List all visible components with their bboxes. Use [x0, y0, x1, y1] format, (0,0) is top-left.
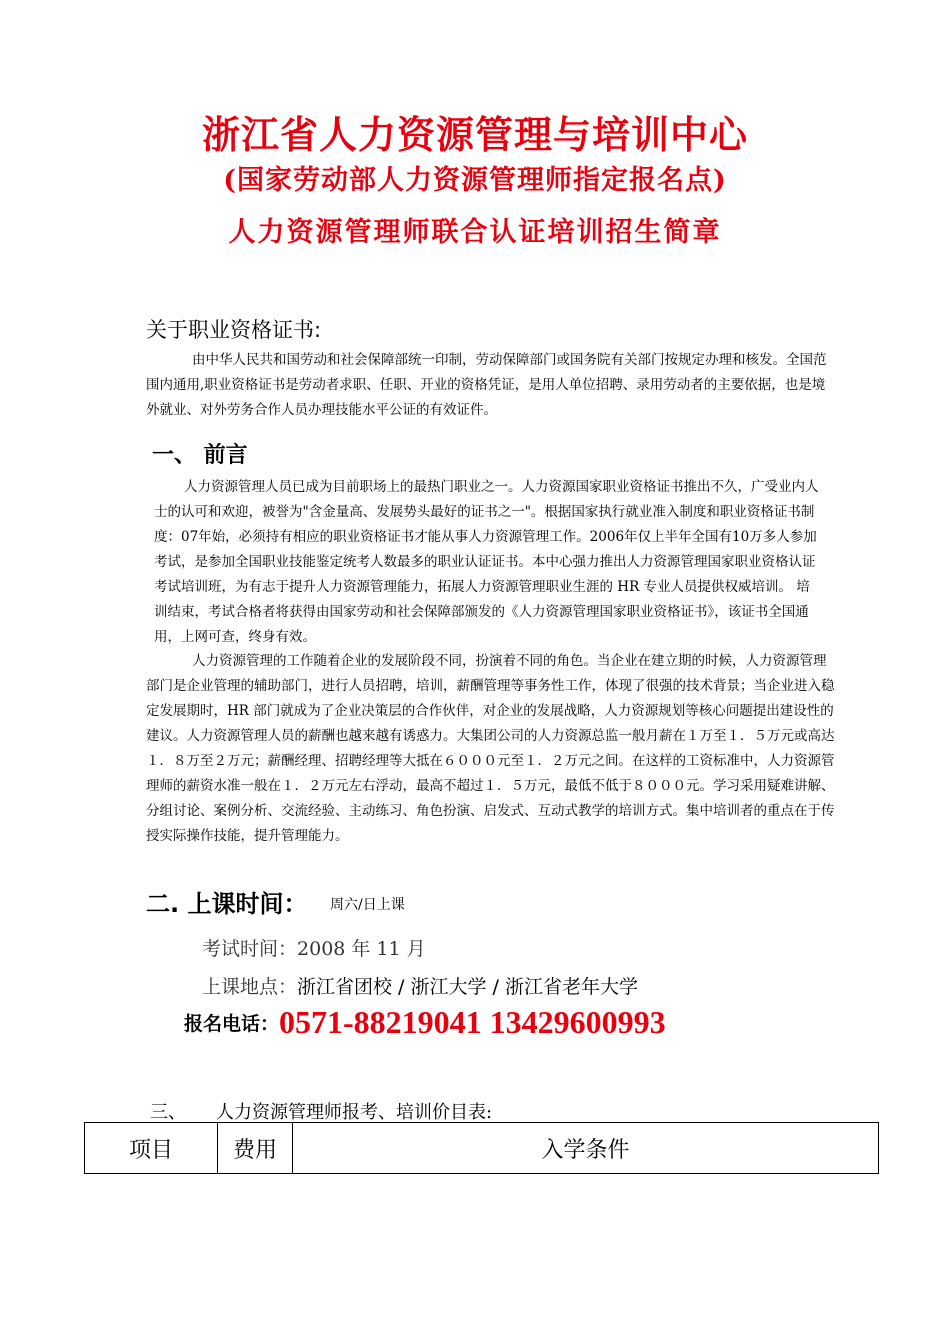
page-subtitle-2: 人力资源管理师联合认证培训招生简章	[228, 217, 722, 248]
column-header-fee: 费用	[218, 1123, 293, 1174]
preface-paragraph-2	[146, 649, 836, 849]
registration-phone-value: 0571-88219041 13429600993	[279, 1004, 666, 1040]
price-table	[84, 1122, 879, 1174]
exam-time-value: 2008 年 11 月	[297, 938, 426, 960]
registration-phone-label: 报名电话：	[184, 1013, 280, 1035]
certificate-heading: 关于职业资格证书:	[146, 318, 322, 342]
column-header-requirements: 入学条件	[293, 1123, 879, 1174]
preface-paragraph-1-text: 人力资源管理人员已成为目前职场上的最热门职业之一。人力资源国家职业资格证书推出不久，广受业内人士的认可和欢迎，被誉为"含金量高、发展势头最好的证书之一"。根据国家执行就业准入制度和职业资格证书制度：07年始，必须持有相应的职业资格证书才能从事人力资源管理工作。2006年仅上半年全国有10万多人参加考试，是参加全国职业技能鉴定统考人数最多的职业认证证书。本中心强力推出人力资源管理国家职业资格认证考试培训班，为有志于提升人力资源管理能力，拓展人力资源管理职业生涯的 HR 专业人员提供权威培训。 培训结束，考试合格者将获得由国家劳动和社会保障部颁发的《人力资源管理国家职业资格证书》，该证书全国通用，上网可查，终身有效。	[154, 479, 819, 645]
price-table-heading-text: 人力资源管理师报考、培训价目表:	[216, 1102, 493, 1123]
class-location	[202, 972, 638, 999]
table-header-row	[85, 1123, 879, 1174]
exam-time	[202, 934, 426, 961]
class-time: 周六/日上课	[330, 897, 405, 913]
schedule-heading: 二. 上课时间：	[146, 890, 308, 918]
class-location-label: 上课地点：	[202, 976, 298, 998]
price-table-heading	[150, 1098, 492, 1124]
preface-heading: 一、 前言	[152, 443, 248, 468]
preface-paragraph-2-text: 人力资源管理的工作随着企业的发展阶段不同，扮演着不同的角色。当企业在建立期的时候，人力资源管理部门是企业管理的辅助部门，进行人员招聘，培训，薪酬管理等事务性工作，体现了很强的技术背景；当企业进入稳定发展期时，HR 部门就成为了企业决策层的合作伙伴，对企业的发展战略，人力资源规划等核心问题提出建设性的建议。人力资源管理人员的薪酬也越来越有诱惑力。大集团公司的人力资源总监一般月薪在１万至１．５万元或高达１．８万至２万元；薪酬经理、招聘经理等大抵在６０００元至１．２万元之间。在这样的工资标准中，人力资源管理师的薪资水准一般在１．２万元左右浮动，最高不超过１．５万元，最低不低于８０００元。学习采用疑难讲解、分组讨论、案例分析、交流经验、主动练习、角色扮演、启发式、互动式教学的培训方式。集中培训者的重点在于传授实际操作技能，提升管理能力。	[146, 653, 835, 844]
page-subtitle: (国家劳动部人力资源管理师指定报名点)	[223, 165, 727, 196]
exam-time-label: 考试时间：	[202, 938, 298, 960]
certificate-body	[146, 348, 836, 423]
preface-paragraph-1	[154, 475, 822, 650]
price-table-heading-number: 三、	[150, 1102, 186, 1123]
column-header-item: 项目	[85, 1123, 218, 1174]
certificate-body-text: 由中华人民共和国劳动和社会保障部统一印制，劳动保障部门或国务院有关部门按规定办理和核发。全国范围内通用,职业资格证书是劳动者求职、任职、开业的资格凭证，是用人单位招聘、录用劳动者的主要依据，也是境外就业、对外劳务合作人员办理技能水平公证的有效证件。	[146, 352, 827, 418]
registration-phone	[184, 1004, 666, 1041]
class-location-value: 浙江省团校 / 浙江大学 / 浙江省老年大学	[297, 976, 638, 998]
page-title: 浙江省人力资源管理与培训中心	[201, 113, 748, 157]
